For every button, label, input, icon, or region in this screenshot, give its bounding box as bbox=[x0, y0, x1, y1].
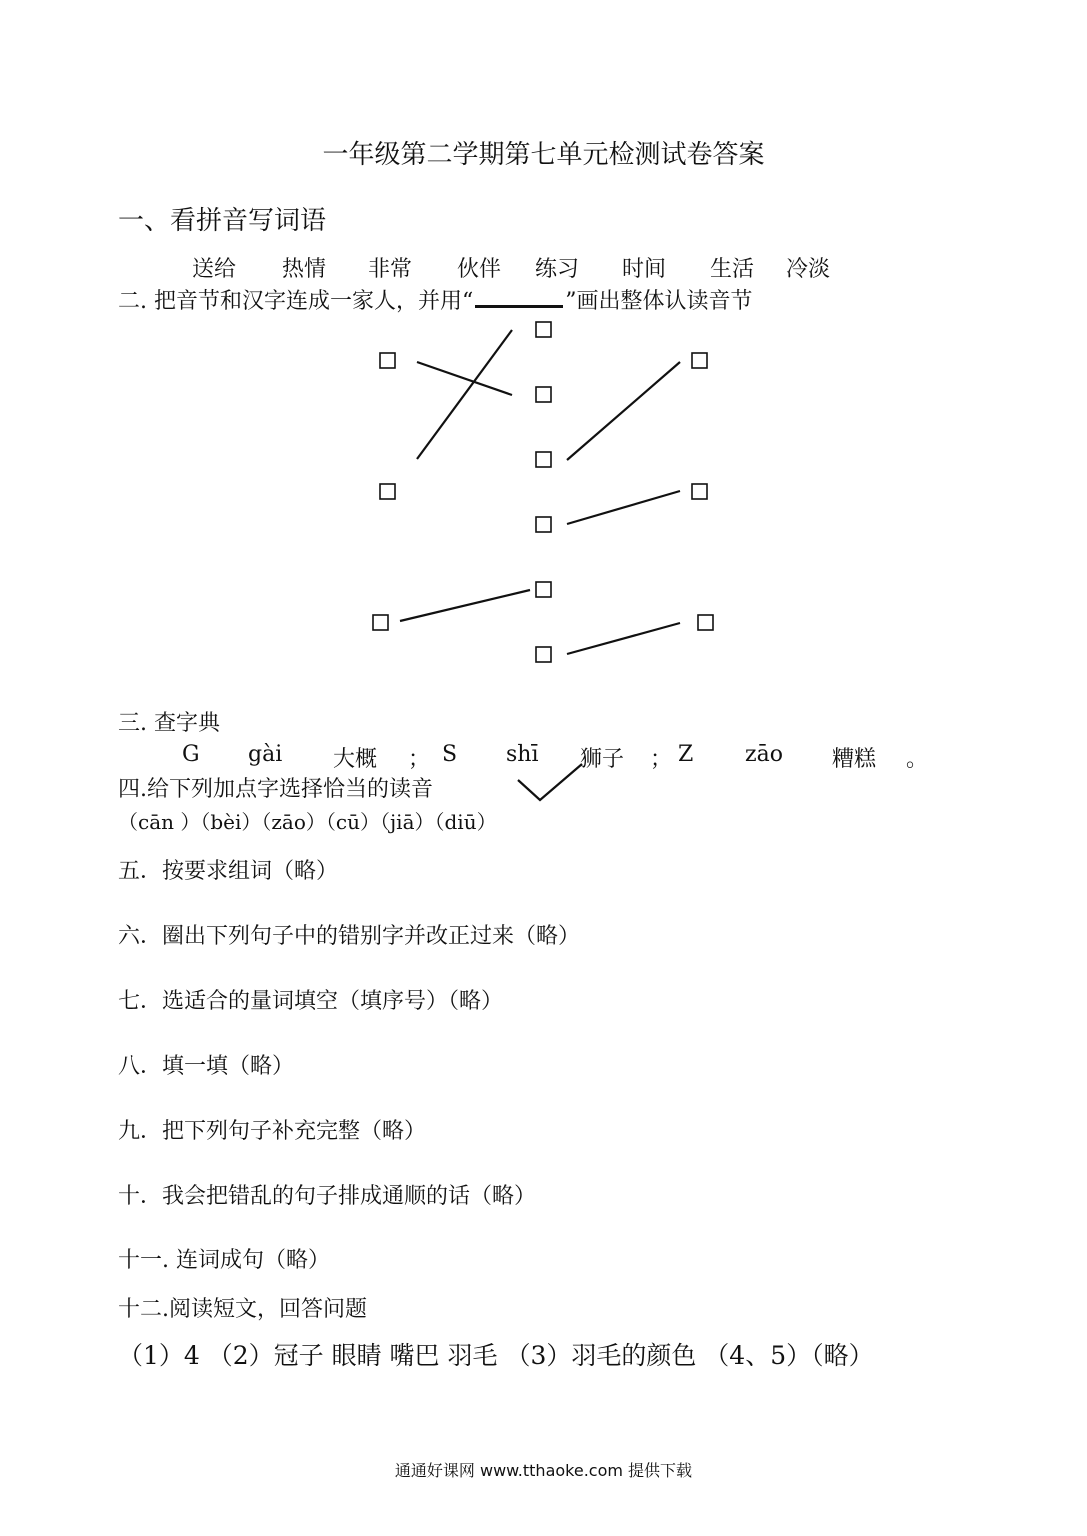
section1-heading: 一、看拼音写词语 bbox=[118, 206, 327, 236]
section2-heading-pre: 二. 把音节和汉字连成一家人，并用“ bbox=[118, 289, 474, 314]
dict-word-1: 大概 bbox=[333, 747, 378, 772]
answer-word-1: 送给 bbox=[192, 257, 237, 282]
answer-word-2: 热情 bbox=[282, 257, 327, 282]
box-right-1 bbox=[692, 353, 707, 368]
section7: 七．选适合的量词填空（填序号）（略） bbox=[118, 989, 504, 1014]
section8: 八．填一填（略） bbox=[118, 1054, 295, 1079]
match-line-1 bbox=[417, 362, 512, 395]
answer-word-8: 冷淡 bbox=[786, 257, 831, 282]
dict-pinyin-1: gài bbox=[248, 742, 283, 767]
box-right-2 bbox=[692, 484, 707, 499]
dict-word-2: 狮子 bbox=[580, 747, 625, 772]
dict-sep-2: ； bbox=[650, 747, 673, 772]
check-mark bbox=[518, 764, 582, 800]
page-title: 一年级第二学期第七单元检测试卷答案 bbox=[322, 140, 765, 170]
box-mid-2 bbox=[536, 387, 551, 402]
section10: 十．我会把错乱的句子排成通顺的话（略） bbox=[118, 1184, 537, 1209]
section3-heading: 三. 查字典 bbox=[118, 711, 220, 736]
answer-word-7: 生活 bbox=[710, 257, 755, 282]
dict-pinyin-3: zāo bbox=[745, 742, 783, 767]
section9: 九．把下列句子补充完整（略） bbox=[118, 1119, 427, 1144]
dict-pinyin-2: shī bbox=[506, 742, 539, 767]
dict-word-3: 糟糕 bbox=[832, 747, 877, 772]
box-right-3 bbox=[698, 615, 713, 630]
box-mid-1 bbox=[536, 322, 551, 337]
match-line-4 bbox=[567, 491, 680, 524]
dict-letter-1: G bbox=[182, 742, 200, 767]
section4-answers: （cān ）（bèi）（zāo）（cū）（jiā）（diū） bbox=[118, 810, 497, 834]
dict-sep-3: 。 bbox=[906, 747, 929, 772]
dict-letter-2: S bbox=[442, 742, 458, 767]
box-left-2 bbox=[380, 484, 395, 499]
footer: 通通好课网 www.tthaoke.com 提供下载 bbox=[394, 1461, 693, 1480]
box-mid-4 bbox=[536, 517, 551, 532]
dict-sep-1: ； bbox=[408, 747, 431, 772]
box-mid-6 bbox=[536, 647, 551, 662]
match-line-3 bbox=[567, 362, 680, 460]
match-line-6 bbox=[567, 623, 680, 654]
section11: 十一. 连词成句（略） bbox=[118, 1248, 330, 1273]
match-line-2 bbox=[417, 330, 512, 459]
section12-heading: 十二.阅读短文，回答问题 bbox=[118, 1297, 367, 1322]
box-mid-5 bbox=[536, 582, 551, 597]
box-mid-3 bbox=[536, 452, 551, 467]
dict-letter-3: Z bbox=[678, 742, 694, 767]
match-line-5 bbox=[400, 590, 530, 621]
section2-heading-post: ”画出整体认读音节 bbox=[565, 289, 753, 314]
section6: 六．圈出下列句子中的错别字并改正过来（略） bbox=[118, 924, 581, 949]
section5: 五．按要求组词（略） bbox=[118, 859, 339, 884]
answer-word-4: 伙伴 bbox=[457, 257, 502, 282]
answer-word-3: 非常 bbox=[368, 257, 413, 282]
box-left-1 bbox=[380, 353, 395, 368]
box-left-3 bbox=[373, 615, 388, 630]
section12-answers: （1）4 （2）冠子 眼睛 嘴巴 羽毛 （3）羽毛的颜色 （4、5）（略） bbox=[118, 1341, 874, 1370]
section4-heading: 四.给下列加点字选择恰当的读音 bbox=[118, 777, 433, 802]
answer-word-5: 练习 bbox=[535, 257, 580, 282]
answer-word-6: 时间 bbox=[622, 257, 667, 282]
